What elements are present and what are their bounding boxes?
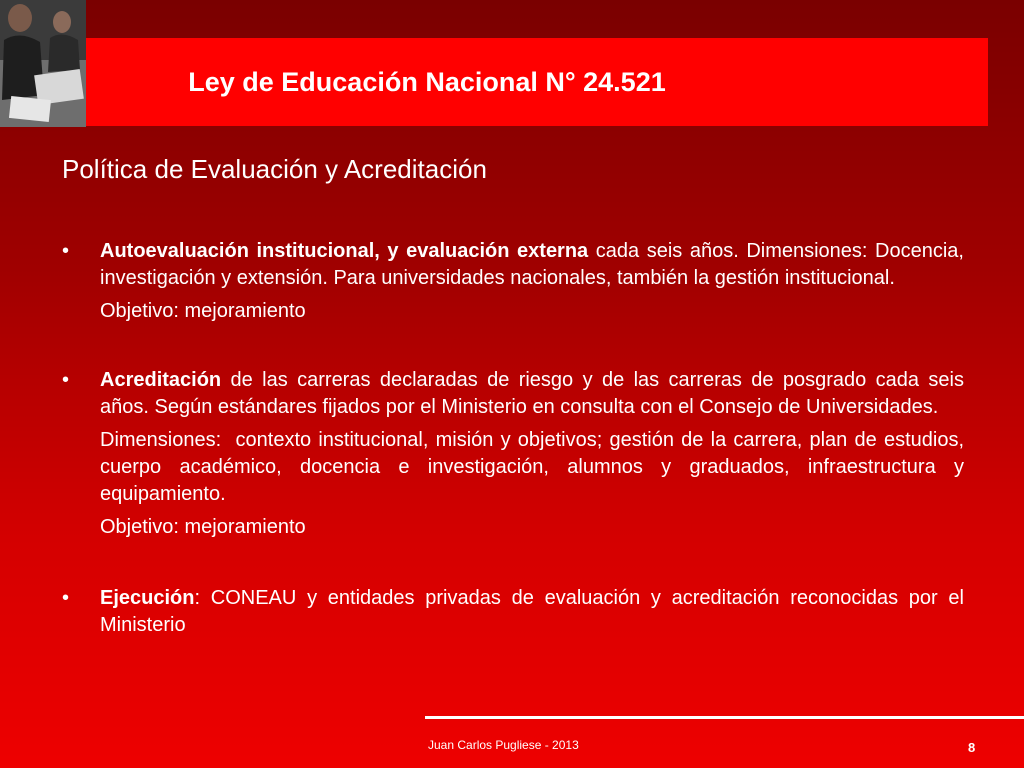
- students-photo-icon: [0, 0, 86, 127]
- bullet-body: de las carreras declaradas de riesgo y de las carreras de posgrado cada seis años. Según estándares fijados por el Ministerio en consulta con el Consejo de Universidades.: [100, 369, 964, 418]
- page-number: 8: [968, 740, 976, 755]
- bullet-marker: •: [62, 587, 70, 609]
- bullet-marker: •: [62, 240, 70, 262]
- bullet-text: [100, 585, 964, 639]
- bullet-bold-term: Autoevaluación institucional, y evaluación externa: [100, 240, 589, 262]
- bullet-bold-term: Ejecución: [100, 587, 195, 609]
- bullet-acreditacion: [62, 367, 970, 541]
- bullet-dimensions: Dimensiones: contexto institucional, misión y objetivos; gestión de la carrera, plan de estudios, cuerpo académico, docencia e investigación, alumnos y graduados, infraestructura y equipamiento.: [100, 429, 970, 505]
- slide-subtitle: Política de Evaluación y Acreditación: [62, 154, 487, 184]
- bullet-objective: Objetivo: mejoramiento: [100, 516, 306, 538]
- footer-divider: [425, 716, 1024, 719]
- bullet-body: cada seis años. Dimensiones: Docencia, investigación y extensión. Para universidades nacionales, también la gestión institucional.: [100, 240, 964, 289]
- bullet-body: : CONEAU y entidades privadas de evaluación y acreditación reconocidas por el Ministerio: [100, 587, 964, 636]
- bullet-text: [100, 238, 964, 292]
- title-band: [86, 38, 988, 126]
- bullet-text: [100, 367, 964, 421]
- bullet-autoevaluacion: [62, 238, 964, 325]
- bullet-objective: Objetivo: mejoramiento: [100, 300, 306, 322]
- bullet-ejecucion: [62, 585, 964, 639]
- bullet-marker: •: [62, 369, 70, 391]
- header-photo: [0, 0, 86, 127]
- footer-author: Juan Carlos Pugliese - 2013: [428, 738, 579, 752]
- bullet-bold-term: Acreditación: [100, 369, 222, 391]
- slide-title: Ley de Educación Nacional N° 24.521: [188, 66, 666, 97]
- slide-content: [62, 238, 970, 639]
